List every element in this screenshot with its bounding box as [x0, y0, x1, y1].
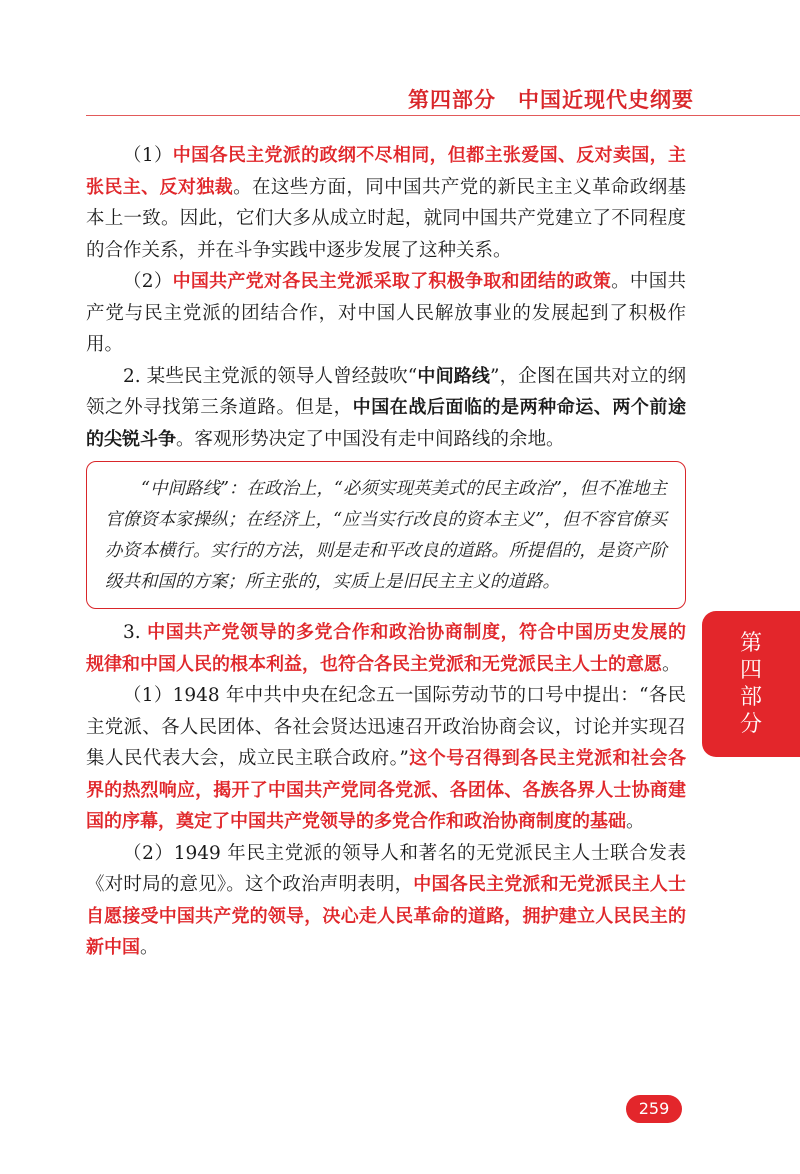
text: 。中国共产党与民主党派的团结合作，对中国人民解放事业的发展起到了积极作用。: [86, 271, 686, 355]
highlight-text: 中国各民主党派的政纲不尽相同，但都主张爱国、反对卖国，主张民主、反对独裁: [86, 145, 686, 198]
paragraph-1-2: [86, 266, 686, 361]
highlight-text: 这个号召得到各民主党派和社会各界的热烈响应，揭开了中国共产党同各党派、各团体、各族各界人士协商建国的序幕，奠定了中国共产党领导的多党合作和政治协商制度的基础: [86, 748, 686, 832]
highlight-text: 中国共产党领导的多党合作和政治协商制度，符合中国历史发展的规律和中国人民的根本利益，也符合各民主党派和无党派民主人士的意愿: [86, 622, 686, 675]
paragraph-3: [86, 617, 686, 680]
paragraph-1-1: [86, 140, 686, 266]
section-label: 第四部分: [408, 88, 496, 112]
side-tab-label: 第四部分: [739, 631, 762, 737]
text: 3.: [123, 622, 148, 643]
page-header: [0, 0, 800, 118]
section-side-tab: [702, 611, 800, 757]
text: （1）1948 年中共中央在纪念五一国际劳动节的口号中提出：“各民主党派、各人民团体、各社会贤达迅速召开政治协商会议，讨论并实现召集人民代表大会，成立民主联合政府。”: [86, 685, 686, 769]
text: 。: [662, 653, 681, 675]
bold-text: 中间路线: [417, 365, 491, 387]
bold-text: 中国在战后面临的是两种命运、两个前途的尖锐斗争: [86, 397, 686, 450]
paragraph-3-1: [86, 680, 686, 838]
highlight-text: 中国共产党对各民主党派采取了积极争取和团结的政策: [172, 271, 612, 292]
page-body: [86, 140, 686, 964]
paragraph-3-2: [86, 838, 686, 964]
text: 。客观形势决定了中国没有走中间路线的余地。: [176, 428, 565, 450]
header-divider: [86, 115, 800, 116]
chapter-title: 中国近现代史纲要: [518, 88, 694, 112]
paragraph-2: [86, 361, 686, 456]
text: 。在这些方面，同中国共产党的新民主主义革命政纲基本上一致。因此，它们大多从成立时起，就同中国共产党建立了不同程度的合作关系，并在斗争实践中逐步发展了这种关系。: [86, 176, 686, 261]
text: （2）: [123, 271, 173, 292]
text: （1）: [123, 145, 173, 166]
text: 。: [626, 811, 645, 832]
text: 2. 某些民主党派的领导人曾经鼓吹“: [123, 365, 418, 387]
highlight-text: 中国各民主党派和无党派民主人士自愿接受中国共产党的领导，决心走人民革命的道路，拥护建立人民民主的新中国: [86, 874, 686, 958]
text: （2）1949 年民主党派的领导人和著名的无党派民主人士联合发表《对时局的意见》。这个政治声明表明，: [86, 842, 686, 895]
note-box: “中间路线”：在政治上，“必须实现英美式的民主政治”，但不准地主官僚资本家操纵；在经济上，“应当实行改良的资本主义”，但不容官僚买办资本横行。实行的方法，则是走和平改良的道路。所提倡的，是资产阶级共和国的方案；所主张的，实质上是旧民主主义的道路。: [86, 461, 686, 609]
text: 。: [140, 937, 159, 958]
text: ”，企图在国共对立的纲领之外寻找第三条道路。但是，: [86, 365, 687, 418]
section-title: [408, 84, 694, 114]
page-number: 259: [626, 1095, 682, 1123]
